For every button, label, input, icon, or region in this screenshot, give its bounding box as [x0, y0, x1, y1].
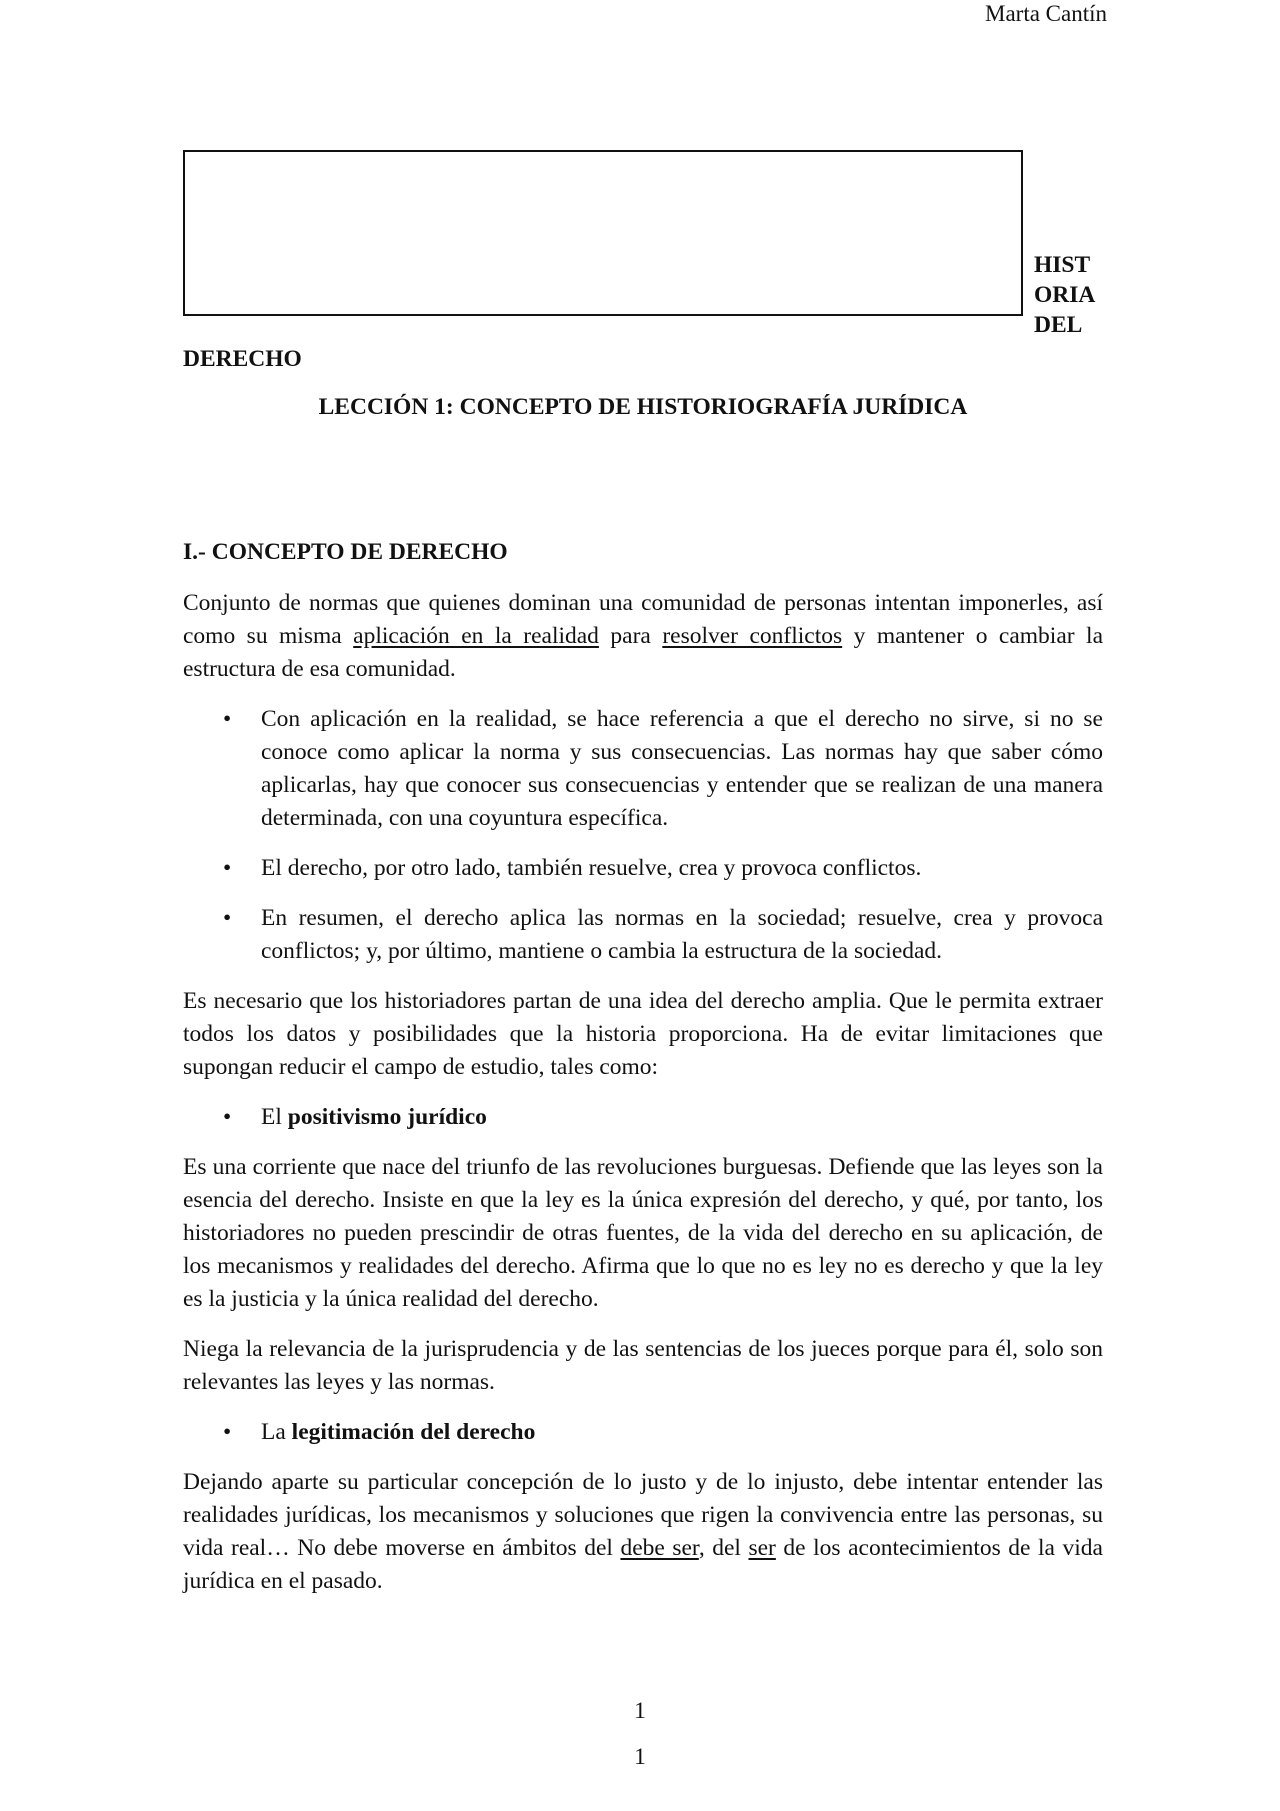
title-line-1: HIST	[1034, 252, 1091, 278]
list-item-text: Con aplicación en la realidad, se hace referencia a que el derecho no sirve, si no se conoce como aplicar la norma y sus consecuencias. Las normas hay que saber cómo aplicarlas, hay que conocer sus consecuencias y entender que se realizan de una manera determinada, con una coyuntura específica.	[261, 706, 1103, 831]
list-item-prefix: La	[261, 1419, 292, 1445]
legitimation-text-3: de los acontecimientos de la vida jurídica en el pasado.	[183, 1535, 1103, 1594]
title-continuation: DERECHO	[183, 346, 302, 372]
bullet-icon: •	[223, 905, 232, 931]
legitimation-bullet	[183, 1416, 1103, 1449]
legitimation-term: legitimación del derecho	[291, 1419, 536, 1445]
definition-text-3: y mantener o cambiar la estructura de esa comunidad.	[183, 623, 1104, 682]
list-item-prefix: El	[261, 1104, 288, 1130]
historians-paragraph: Es necesario que los historiadores partan de una idea del derecho amplia. Que le permita extraer todos los datos y posibilidades que la historia proporciona. Ha de evitar limitaciones que supongan reducir el campo de estudio, tales como:	[183, 988, 1103, 1080]
header-author: Marta Cantín	[985, 1, 1107, 26]
bullet-icon: •	[223, 1419, 232, 1445]
bullet-icon: •	[223, 706, 232, 732]
page-number-repeat: 1	[634, 1744, 646, 1770]
legitimation-text-1: Dejando aparte su particular concepción de lo justo y de lo injusto, debe intentar entender las realidades jurídicas, los mecanismos y soluciones que rigen la convivencia entre las personas, su vida real… No debe moverse en ámbitos del	[183, 1469, 1103, 1561]
list-item	[183, 703, 1103, 835]
bullet-icon: •	[223, 1104, 232, 1130]
positivism-term: positivismo jurídico	[287, 1104, 487, 1130]
definition-paragraph	[183, 587, 1103, 686]
legitimation-paragraph	[183, 1466, 1103, 1598]
list-item-text: En resumen, el derecho aplica las normas en la sociedad; resuelve, crea y provoca conflictos; y, por último, mantiene o cambia la estructura de la sociedad.	[261, 905, 1103, 964]
definition-text-1: Conjunto de normas que quienes dominan una comunidad de personas intentan imponerles, así como su misma	[183, 590, 1103, 649]
title-line-3: DEL	[1034, 312, 1083, 338]
underlined-term-debe-ser: debe ser	[620, 1535, 699, 1561]
list-item	[183, 1101, 1103, 1134]
list-item	[183, 852, 1103, 885]
title-side-text	[1034, 250, 1124, 340]
positivism-paragraph-1: Es una corriente que nace del triunfo de las revoluciones burguesas. Defiende que las leyes son la esencia del derecho. Insiste en que la ley es la única expresión del derecho, y qué, por tanto, los historiadores no pueden prescindir de otras fuentes, de la vida del derecho en su aplicación, de los mecanismos y realidades del derecho. Afirma que lo que no es ley no es derecho y que la ley es la justicia y la única realidad del derecho.	[183, 1154, 1103, 1312]
definition-text-2: para	[598, 623, 663, 649]
underlined-term-aplicacion: aplicación en la realidad	[353, 623, 599, 649]
section-heading: I.- CONCEPTO DE DERECHO	[183, 539, 508, 565]
definition-bullet-list	[183, 703, 1103, 968]
positivism-paragraph-2: Niega la relevancia de la jurisprudencia y de las sentencias de los jueces porque para él, solo son relevantes las leyes y las normas.	[183, 1336, 1103, 1395]
list-item-text: El derecho, por otro lado, también resuelve, crea y provoca conflictos.	[261, 855, 922, 881]
title-box	[183, 150, 1023, 316]
lesson-title: LECCIÓN 1: CONCEPTO DE HISTORIOGRAFÍA JURÍDICA	[318, 394, 968, 420]
positivism-bullet	[183, 1101, 1103, 1134]
legitimation-text-2: , del	[698, 1535, 749, 1561]
document-body	[183, 536, 1103, 1615]
bullet-icon: •	[223, 855, 232, 881]
list-item	[183, 902, 1103, 968]
page-number: 1	[634, 1698, 646, 1724]
title-line-2: ORIA	[1034, 282, 1096, 308]
underlined-term-conflictos: resolver conflictos	[662, 623, 843, 649]
list-item	[183, 1416, 1103, 1449]
underlined-term-ser: ser	[748, 1535, 776, 1561]
